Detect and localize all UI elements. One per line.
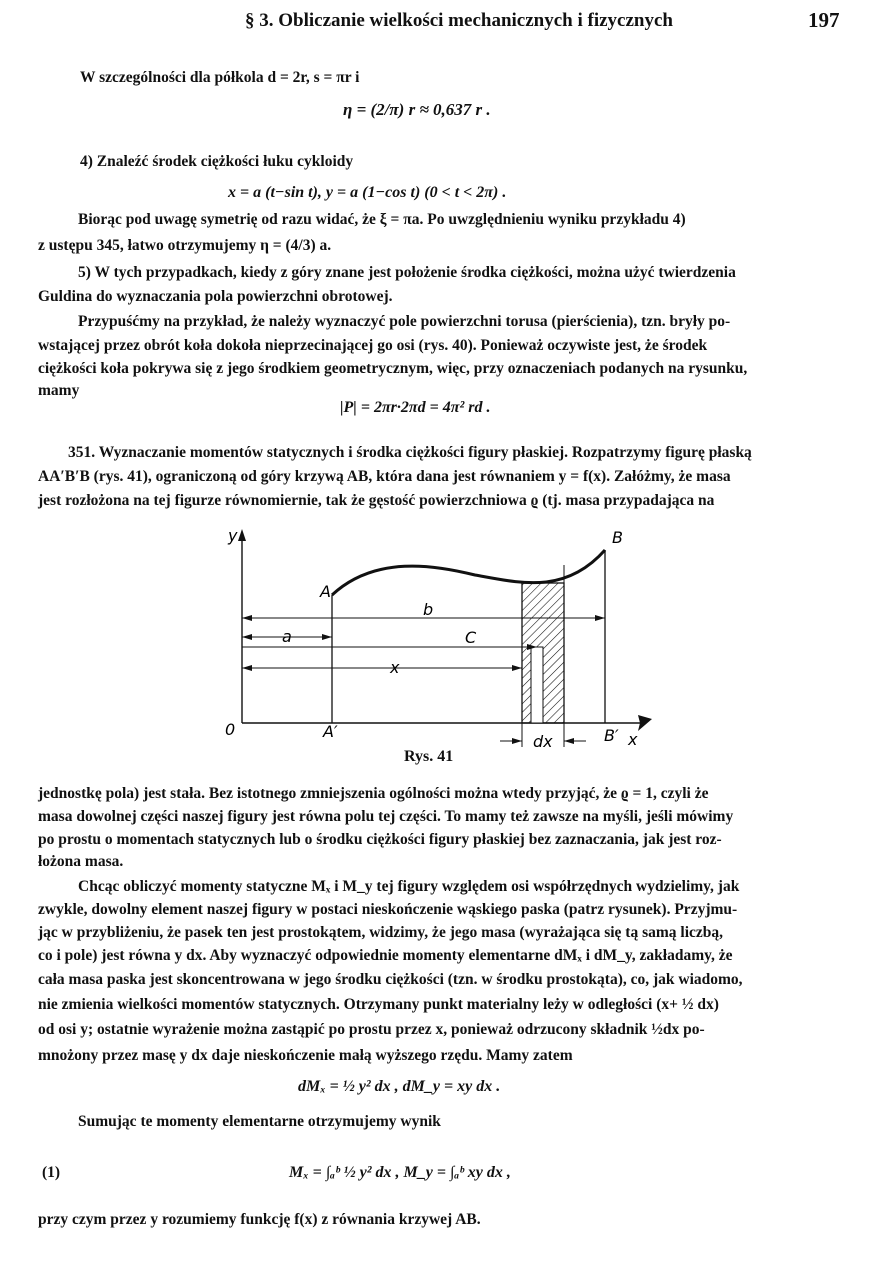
dx-arrow-right (564, 738, 574, 744)
text-line: co i pole) jest równa y dx. Aby wyznaczyć odpowiednie momenty elementarne dMₓ i dM_y, zakładamy, że (38, 947, 733, 964)
text-line: od osi y; ostatnie wyrażenie można zastąpić po prostu przez x, ponieważ odrzucony składnik ½dx po- (38, 1021, 705, 1038)
label-a-dim: a (282, 627, 292, 646)
equation-number: (1) (42, 1164, 61, 1181)
label-dx: dx (533, 732, 553, 751)
formula-eta: η = (2/π) r ≈ 0,637 r . (343, 100, 491, 119)
page-number: 197 (808, 8, 840, 32)
text-line: 5) W tych przypadkach, kiedy z góry znane jest położenie środka ciężkości, można użyć twierdzenia (78, 264, 736, 281)
text-line: Chcąc obliczyć momenty statyczne Mₓ i M_y tej figury względem osi współrzędnych wydzielimy, jak (78, 878, 740, 895)
text-line: ciężkości koła pokrywa się z jego środkiem geometrycznym, więc, przy oznaczeniach podanych na rysunku, (38, 360, 748, 377)
label-x-dim: x (390, 658, 400, 677)
text-line: jednostkę pola) jest stała. Bez istotnego zmniejszenia ogólności można wtedy przyjąć, że ϱ = 1, czyli że (38, 785, 709, 802)
text-line: jąc w przybliżeniu, że pasek ten jest prostokątem, widzimy, że jego masa (wyrażająca się tą samą liczbą, (38, 924, 724, 941)
label-x-axis: x (628, 730, 638, 749)
label-a-prime: A′ (323, 722, 338, 741)
label-y: y (228, 526, 238, 545)
dx-arrow-left (512, 738, 522, 744)
figure-41 (200, 525, 670, 775)
label-b-prime: B′ (604, 726, 619, 745)
text-line: Przypuśćmy na przykład, że należy wyznaczyć pole powierzchni torusa (pierścienia), tzn. bryły po- (78, 313, 731, 330)
text-line: po prostu o momentach statycznych lub o środku ciężkości figury płaskiej bez zaznaczania, jak jest roz- (38, 831, 722, 848)
text-line: 4) Znaleźć środek ciężkości łuku cykloidy (80, 153, 354, 170)
text-line: jest rozłożona na tej figurze równomiernie, tak że gęstość powierzchniowa ϱ (tj. masa przypadająca na (38, 492, 715, 509)
text-line: Sumując te momenty elementarne otrzymujemy wynik (78, 1113, 441, 1130)
text-line: wstającej przez obrót koła dokoła nieprzecinającej go osi (rys. 40). Ponieważ oczywiste jest, że środek (38, 337, 708, 354)
text-line: mamy (38, 382, 80, 399)
text-line: zwykle, dowolny element naszej figury w postaci nieskończenie wąskiego paska (patrz rysunek). Przyjmu- (38, 901, 738, 918)
text-line: przy czym przez y rozumiemy funkcję f(x) z równania krzywej AB. (38, 1211, 481, 1228)
text-line: z ustępu 345, łatwo otrzymujemy η = (4/3) a. (38, 237, 332, 254)
text-line: nie zmienia wielkości momentów statycznych. Otrzymany punkt materialny leży w odległości (x+ ½ dx) (38, 996, 719, 1013)
label-a-point: A (320, 582, 331, 601)
y-axis-arrow (238, 529, 246, 541)
text-line: cała masa paska jest skoncentrowana w jego środku ciężkości (tzn. w środku prostokąta), co, jak wiadomo, (38, 971, 743, 988)
formula-moments: Mₓ = ∫ₐᵇ ½ y² dx , M_y = ∫ₐᵇ xy dx , (289, 1164, 511, 1181)
dim-a-arrow-left (242, 634, 252, 640)
formula-cycloid: x = a (t−sin t), y = a (1−cos t) (0 < t < 2π) . (228, 184, 507, 201)
text-line: W szczególności dla półkola d = 2r, s = πr i (80, 69, 360, 86)
figure-caption: Rys. 41 (404, 748, 454, 765)
text-line: łożona masa. (38, 853, 124, 870)
formula-dm: dMₓ = ½ y² dx , dM_y = xy dx . (298, 1078, 501, 1095)
text-line: AA′B′B (rys. 41), ograniczoną od góry krzywą AB, która dana jest równaniem y = f(x). Załóżmy, że masa (38, 468, 731, 485)
dim-a-arrow-right (322, 634, 332, 640)
formula-torus: |P| = 2πr·2πd = 4π² rd . (340, 399, 491, 416)
text-line: mnożony przez masę y dx daje nieskończenie małą wyższego rzędu. Mamy zatem (38, 1047, 573, 1064)
dim-b-arrow-right (595, 615, 605, 621)
text-line: Biorąc pod uwagę symetrię od razu widać, że ξ = πa. Po uwzględnieniu wyniku przykładu 4) (78, 211, 686, 228)
label-c: C (465, 628, 477, 647)
running-head: § 3. Obliczanie wielkości mechanicznych i fizycznych (245, 10, 673, 31)
section-heading-line: 351. Wyznaczanie momentów statycznych i środka ciężkości figury płaskiej. Rozpatrzymy figurę płaską (68, 444, 752, 461)
label-b-dim: b (423, 600, 434, 619)
strip-center-box (531, 647, 543, 723)
x-axis-arrow (638, 715, 652, 731)
dim-x-arrow-right (512, 665, 522, 671)
dim-x-arrow-left (242, 665, 252, 671)
label-b-point: B (612, 528, 623, 547)
dim-b-arrow-left (242, 615, 252, 621)
text-line: Guldina do wyznaczania pola powierzchni obrotowej. (38, 288, 393, 305)
label-origin: 0 (225, 720, 236, 739)
text-line: masa dowolnej części naszej figury jest równa polu tej części. To mamy też zawsze na myśli, jeśli mówimy (38, 808, 734, 825)
